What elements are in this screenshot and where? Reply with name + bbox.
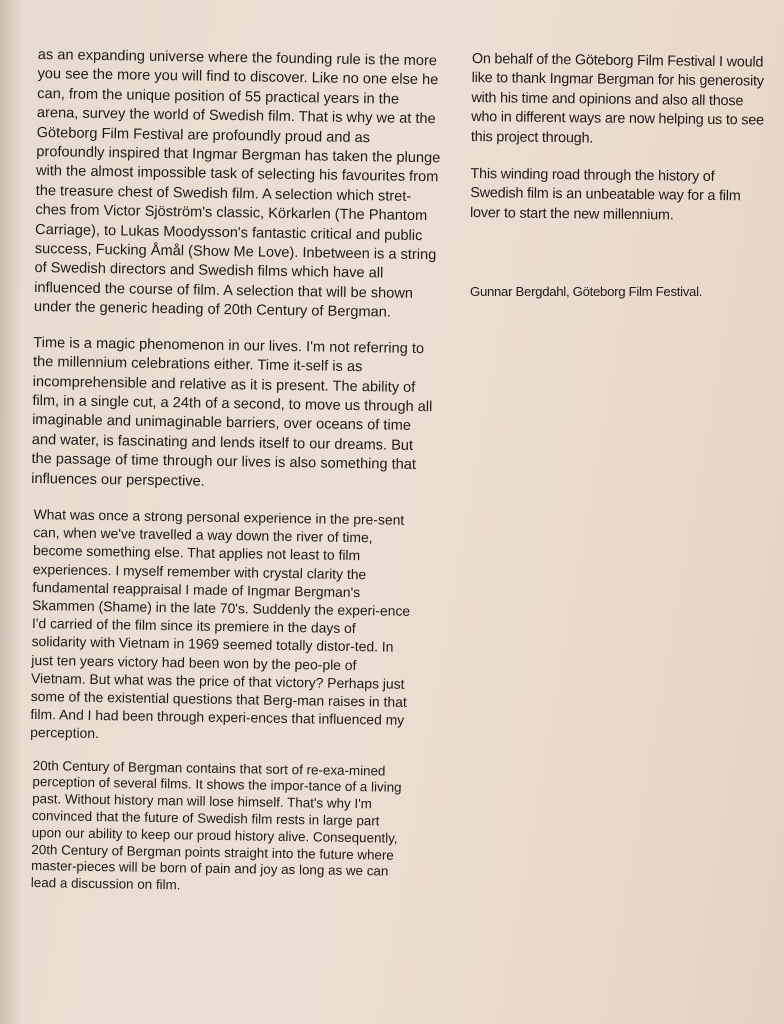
paragraph-time: Time is a magic phenomenon in our lives. I'm not referring to the millennium celebrations either. Time it-self is as incomprehensible and relative as it is present. The ability of film, in a single cut, a 24th of a second, to move us through all imaginable and unimaginable barriers, over oceans of time and water, is fascinating and lends itself to our dreams. But the passage of time through our lives is also something that influences our perspective. [31, 334, 433, 490]
paragraph-winding-road: This winding road through the history of Swedish film is an unbeatable way for a film lover to start the new millennium. [469, 166, 741, 224]
right-text-column [470, 50, 772, 245]
paragraph-20th-century: 20th Century of Bergman contains that sort of re-exa-mined perception of several films. It shows the impor-tance of a living past. Without history man will lose himself. That's why I'm convinced that the future of Swedish film rests in large part upon our ability to keep our proud history alive. Consequently, 20th Century of Bergman points straight into the future where master-pieces will be born of pain and joy as long as we can lead a discussion on film. [30, 757, 402, 893]
page-edge-shadow [0, 0, 22, 1024]
signature-line: Gunnar Bergdahl, Göteborg Film Festival. [470, 284, 703, 299]
left-text-column [24, 46, 441, 914]
paragraph-universe: as an expanding universe where the founding rule is the more you see the more you will find to discover. Like no one else he can, from the unique position of 55 practical years in the arena, survey the world of Swedish film. That is why we at the Göteborg Film Festival are profoundly proud and as profoundly inspired that Ingmar Bergman has taken the plunge with the almost impossible task of selecting his favourites from the treasure chest of Swedish film. A selection which stret-ches from Victor Sjöström's classic, Körkarlen (The Phantom Carriage), to Lukas Moodysson's fantastic critical and public success, Fucking Åmål (Show Me Love). Inbetween is a string of Swedish directors and Swedish films which have all influenced the course of film. A selection that will be shown under the generic heading of 20th Century of Bergman. [33, 46, 441, 321]
paragraph-personal-experience: What was once a strong personal experience in the pre-sent can, when we've travelled a way down the river of time, become something else. That applies not least to film experiences. I myself remember with crystal clarity the fundamental reappraisal I made of Ingmar Bergman's Skammen (Shame) in the late 70's. Suddenly the experi-ence I'd carried of the film since its premiere in the days of solidarity with Vietnam in 1969 seemed totally distor-ted. In just ten years victory had been won by the peo-ple of Vietnam. But what was the price of that victory? Perhaps just some of the existential questions that Berg-man raises in that film. And I had been through experi-ences that influenced my perception. [30, 505, 411, 742]
paragraph-thanks: On behalf of the Göteborg Film Festival I would like to thank Ingmar Bergman for his generosity with his time and opinions and also all those who in different ways are now helping us to see this project through. [470, 50, 764, 147]
